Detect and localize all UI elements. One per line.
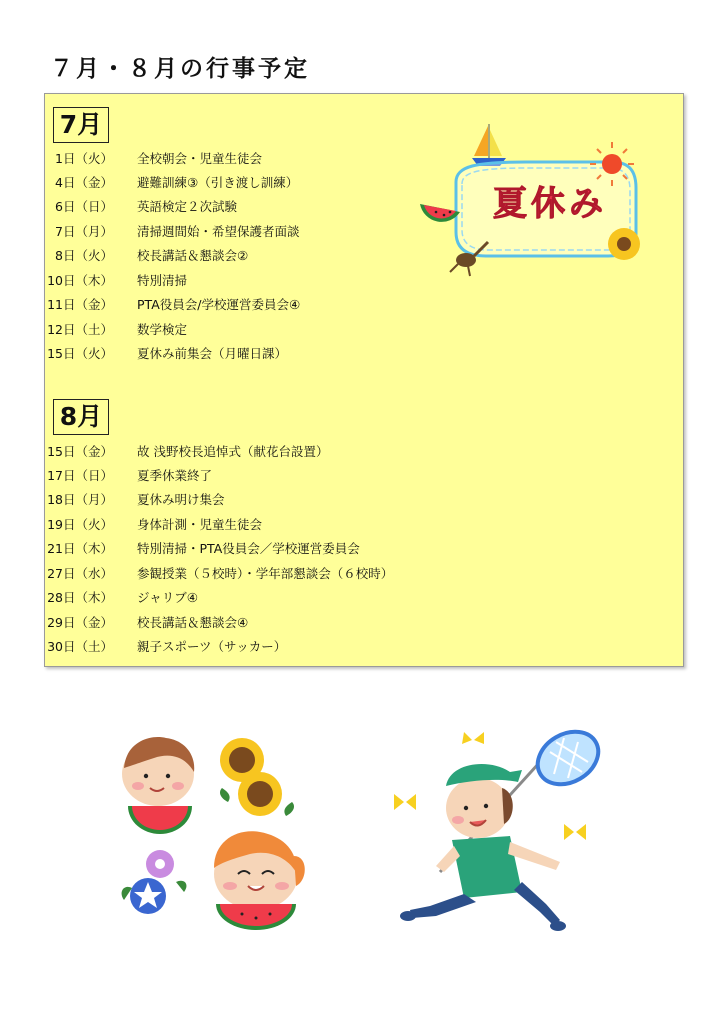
- sunflower-icon: [220, 738, 294, 816]
- event-text: 特別清掃: [137, 273, 188, 288]
- event-date: 18日（月）: [47, 492, 113, 507]
- event-date: 27日（水）: [47, 566, 113, 581]
- event-text: 参観授業（５校時）・学年部懇談会（６校時）: [137, 566, 394, 581]
- event-text: 夏季休業終了: [137, 468, 213, 483]
- sunflower-icon: [608, 228, 640, 260]
- event-date: 8日（火）: [55, 248, 113, 263]
- summer-badge-illustration: [416, 122, 648, 282]
- event-date: 28日（木）: [47, 590, 113, 605]
- event-text: 数学検定: [137, 322, 188, 337]
- event-text: 清掃週間始・希望保護者面談: [137, 224, 300, 239]
- event-text: 英語検定２次試験: [137, 199, 238, 214]
- boy-icon: [122, 737, 194, 834]
- event-text: 避難訓練③（引き渡し訓練）: [137, 175, 299, 190]
- event-text: 夏休み明け集会: [137, 492, 225, 507]
- event-text: 校長講話＆懇談会②: [137, 248, 249, 263]
- event-date: 17日（日）: [47, 468, 113, 483]
- summer-badge-text: 夏休み: [493, 184, 607, 224]
- event-date: 12日（土）: [47, 322, 113, 337]
- watermelon-icon: [420, 204, 460, 222]
- event-text: PTA役員会/学校運営委員会④: [137, 297, 301, 312]
- event-date: 21日（木）: [47, 541, 113, 556]
- july-heading: 7月: [53, 107, 109, 143]
- august-heading: 8月: [53, 399, 109, 435]
- event-date: 10日（木）: [47, 273, 113, 288]
- page-title: ７月・８月の行事予定: [50, 56, 310, 82]
- event-date: 29日（金）: [47, 615, 113, 630]
- child-icon: [400, 764, 566, 931]
- event-text: 全校朝会・児童生徒会: [137, 151, 263, 166]
- event-date: 15日（金）: [47, 444, 113, 459]
- event-date: 19日（火）: [47, 517, 113, 532]
- event-text: ジャリブ④: [137, 590, 198, 605]
- event-date: 30日（土）: [47, 639, 113, 654]
- sailboat-icon: [472, 124, 506, 166]
- event-date: 11日（金）: [47, 297, 113, 312]
- event-date: 7日（月）: [55, 224, 113, 239]
- kids-watermelon-illustration: [110, 732, 310, 932]
- event-date: 15日（火）: [47, 346, 113, 361]
- event-text: 故 浅野校長追悼式（献花台設置）: [137, 444, 329, 459]
- event-text: 身体計測・児童生徒会: [137, 517, 263, 532]
- event-text: 校長講話＆懇談会④: [137, 615, 249, 630]
- event-date: 1日（火）: [55, 151, 113, 166]
- event-text: 夏休み前集会（月曜日課）: [137, 346, 288, 361]
- morning-glory-icon: [122, 850, 187, 914]
- event-date: 6日（日）: [55, 199, 113, 214]
- event-text: 特別清掃・PTA役員会／学校運営委員会: [137, 541, 360, 556]
- butterfly-net-child-illustration: [390, 722, 620, 937]
- girl-icon: [214, 831, 305, 930]
- event-text: 親子スポーツ（サッカー）: [137, 639, 287, 654]
- event-date: 4日（金）: [55, 175, 113, 190]
